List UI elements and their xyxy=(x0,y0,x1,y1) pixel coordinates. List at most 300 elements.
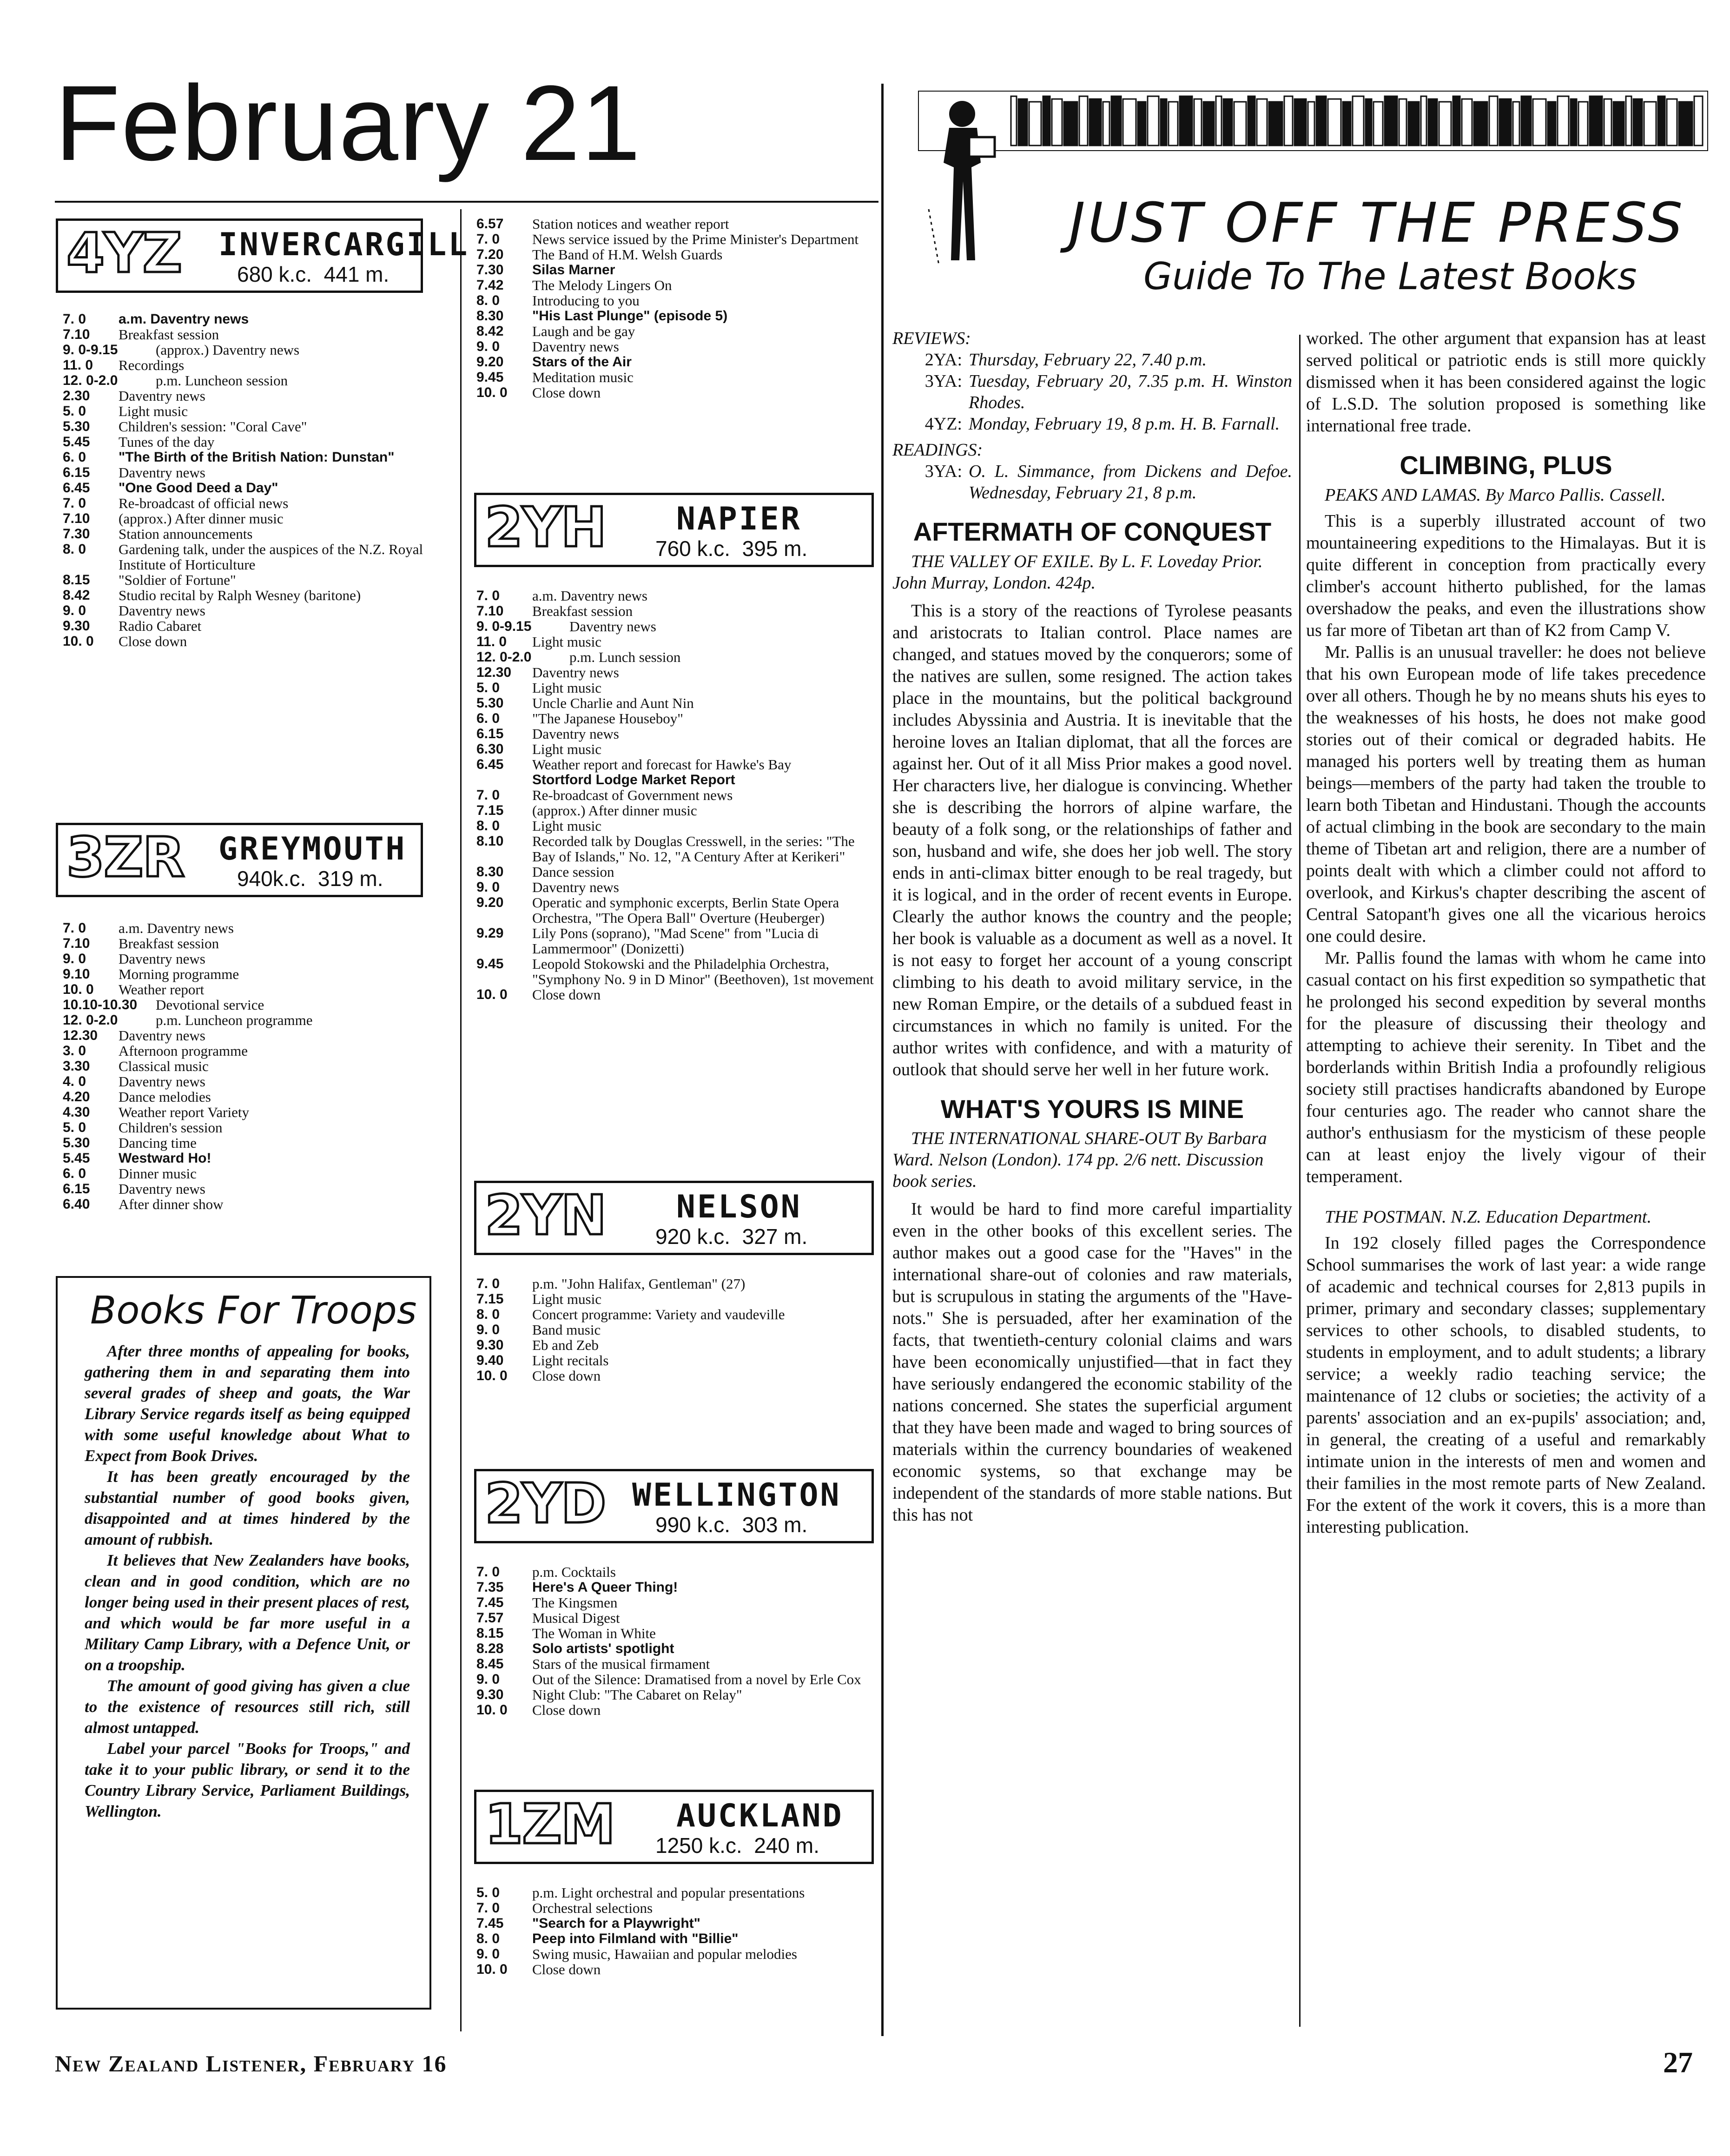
programme-time: 7. 0 xyxy=(63,920,86,936)
programme-time: 6.40 xyxy=(63,1197,90,1212)
programme-title: Children's session xyxy=(119,1119,223,1136)
book-spine xyxy=(1613,102,1624,145)
troops-paragraph: It believes that New Zealanders have books, clean and in good condition, which are no longer being used in their present places of rest, and which would be far more useful in a Military Camp Library, with a Defence Unit, or on a troopship. xyxy=(85,1551,410,1674)
programme-time: 7. 0 xyxy=(476,1900,500,1916)
book-spine xyxy=(1366,99,1372,145)
programme-item xyxy=(476,262,876,278)
programme-time: 5.45 xyxy=(63,1151,90,1166)
programme-title: Eb and Zeb xyxy=(532,1337,599,1353)
programme-item xyxy=(476,1595,876,1610)
programme-title: a.m. Daventry news xyxy=(119,311,249,327)
programme-item xyxy=(476,1580,876,1595)
programme-time: 7.57 xyxy=(476,1610,504,1626)
programme-title: Dancing time xyxy=(119,1135,197,1151)
programme-title: Devotional service xyxy=(156,997,264,1013)
programme-item xyxy=(476,1916,876,1931)
book-spine xyxy=(1064,102,1077,145)
footer-publication: New Zealand Listener, February 16 xyxy=(55,2050,447,2077)
title-rule xyxy=(55,201,878,203)
programme-time: 10. 0 xyxy=(63,634,94,649)
programme-title: Morning programme xyxy=(119,966,239,982)
programme-time: 4.20 xyxy=(63,1089,90,1104)
book-spine xyxy=(1269,102,1282,145)
programme-item xyxy=(476,1564,876,1580)
programme-item xyxy=(63,603,456,618)
station-header-2yd xyxy=(474,1469,874,1543)
programme-item xyxy=(476,588,876,603)
programme-time: 3. 0 xyxy=(63,1043,86,1058)
programme-title: Close down xyxy=(532,1368,601,1384)
station-call-sign: 4YZ xyxy=(66,221,182,285)
programme-title: Close down xyxy=(532,384,601,401)
book-title: PEAKS AND LAMAS. By Marco Pallis. Cassell. xyxy=(1325,485,1666,505)
book-spine xyxy=(1604,99,1611,145)
book-spine xyxy=(1428,99,1437,145)
programme-item xyxy=(476,757,876,772)
book-spine xyxy=(1316,96,1326,145)
press-column-divider xyxy=(1299,335,1301,2027)
book-title: THE POSTMAN. N.Z. Education Department. xyxy=(1325,1207,1651,1227)
programme-time: 10. 0 xyxy=(476,987,508,1002)
station-call-sign: 2YN xyxy=(485,1183,606,1247)
station-frequency: 920 k.c. 327 m. xyxy=(655,1224,808,1249)
book-spine xyxy=(1521,96,1531,145)
programme-title: Laugh and be gay xyxy=(532,323,635,339)
troops-paragraph: Label your parcel "Books for Troops," and take it to your public library, or send it to the Country Library Service, Parliament Buildings, Wellington. xyxy=(85,1739,410,1820)
programme-item xyxy=(63,1197,456,1212)
programme-item xyxy=(476,1353,876,1368)
programme-time: 10. 0 xyxy=(476,1702,508,1718)
programme-item xyxy=(63,480,456,496)
programme-item xyxy=(476,324,876,339)
programme-item xyxy=(476,880,876,895)
programme-title: Dance melodies xyxy=(119,1089,211,1105)
book-spine xyxy=(1123,99,1136,145)
programme-title: Out of the Silence: Dramatised from a novel by Erle Cox xyxy=(532,1671,861,1687)
book-spine xyxy=(1578,102,1588,145)
book-title: THE INTERNATIONAL SHARE-OUT By Barbara Ward. Nelson (London). 174 pp. 2/6 nett. Discussion book series. xyxy=(892,1129,1267,1191)
book-spine xyxy=(1079,96,1088,145)
article-paragraph: This is a superbly illustrated account of two mountaineering expeditions to the Himalayas. But it is quite different in conception from practically every climber's account hitherto published, for the lamas overshadow the peaks, and even the illustrations show us far more of Tibetan art than of K2 from Camp V. xyxy=(1306,511,1706,640)
programme-item xyxy=(476,216,876,231)
programme-item xyxy=(63,634,456,649)
troops-title: Books For Troops xyxy=(90,1289,417,1333)
programme-time: 6. 0 xyxy=(63,1166,86,1181)
programme-time: 8.42 xyxy=(63,588,90,603)
programme-time: 5.30 xyxy=(63,419,90,434)
programme-title: Daventry news xyxy=(532,726,619,742)
programme-title: Uncle Charlie and Aunt Nin xyxy=(532,695,694,711)
book-spine xyxy=(1590,96,1602,145)
station-frequency: 940k.c. 319 m. xyxy=(237,866,383,891)
programme-title: Studio recital by Ralph Wesney (baritone) xyxy=(119,587,361,603)
programme-item xyxy=(476,726,876,741)
programme-title: Stars of the musical firmament xyxy=(532,1656,710,1672)
programme-title: The Melody Lingers On xyxy=(532,277,672,293)
programme-title: p.m. Luncheon programme xyxy=(156,1012,313,1028)
programme-item xyxy=(63,1166,456,1181)
programme-item xyxy=(63,1104,456,1120)
book-spine xyxy=(1474,102,1487,145)
programme-item xyxy=(63,951,456,966)
book-spine xyxy=(1180,96,1192,145)
programme-item xyxy=(476,1687,876,1702)
programme-title: "Search for a Playwright" xyxy=(532,1916,700,1931)
programme-item xyxy=(476,1610,876,1626)
book-spine xyxy=(1257,99,1267,145)
programme-time: 6. 0 xyxy=(63,450,86,465)
programme-time: 7.35 xyxy=(476,1580,504,1595)
programme-time: 9.10 xyxy=(63,966,90,982)
programme-time: 9.20 xyxy=(476,354,504,370)
programme-title: Solo artists' spotlight xyxy=(532,1641,674,1656)
programme-time: 6.15 xyxy=(63,1181,90,1197)
programme-title: Light music xyxy=(532,818,601,834)
book-spine xyxy=(1343,102,1351,145)
programme-item xyxy=(476,787,876,803)
programme-time: 7. 0 xyxy=(63,496,86,511)
programme-title: Daventry news xyxy=(119,602,205,619)
programme-time: 7.45 xyxy=(476,1916,504,1931)
article-heading: WHAT'S YOURS IS MINE xyxy=(940,1094,1244,1124)
programme-title: Radio Cabaret xyxy=(119,618,202,634)
programme-time: 9.20 xyxy=(476,895,504,910)
programme-time: 9.30 xyxy=(63,618,90,634)
programme-item xyxy=(476,649,876,665)
programme-item xyxy=(63,511,456,526)
book-spine xyxy=(1138,102,1146,145)
book-spine xyxy=(1658,96,1665,145)
book-spines xyxy=(1011,96,1703,145)
programme-item xyxy=(476,864,876,880)
programme-time: 5.30 xyxy=(63,1135,90,1151)
book-spine xyxy=(1018,99,1027,145)
programme-title: Orchestral selections xyxy=(532,1900,653,1916)
book-spine xyxy=(1571,99,1577,145)
programme-time: 7.30 xyxy=(476,262,504,278)
reviews-label: REVIEWS: xyxy=(892,329,971,348)
programme-time: 7. 0 xyxy=(476,588,500,603)
programme-time: 7. 0 xyxy=(476,1564,500,1580)
programme-item xyxy=(63,542,456,572)
programme-title: Re-broadcast of official news xyxy=(119,495,289,511)
programme-time: 3.30 xyxy=(63,1058,90,1074)
programme-item xyxy=(476,603,876,619)
programme-title: "His Last Plunge" (episode 5) xyxy=(532,308,728,324)
programme-time: 5. 0 xyxy=(63,403,86,419)
programme-list-2yd xyxy=(476,1564,876,1718)
programme-item xyxy=(476,339,876,354)
programme-time: 8.15 xyxy=(63,572,90,588)
programme-item xyxy=(476,1885,876,1900)
station-frequency: 760 k.c. 395 m. xyxy=(655,536,808,561)
programme-title: Daventry news xyxy=(532,338,619,355)
station-header-2yn xyxy=(474,1181,874,1255)
programme-item xyxy=(476,1307,876,1322)
programme-time: 5. 0 xyxy=(476,680,500,695)
programme-list-1zm xyxy=(476,1885,876,1977)
programme-item xyxy=(476,1322,876,1337)
programme-time: 9. 0-9.15 xyxy=(63,342,118,357)
programme-title: Light music xyxy=(532,741,601,757)
article-paragraph: Mr. Pallis found the lamas with whom he came into casual contact on his first expedition so sympathetic that he prolonged his second expedition by several months for the pleasure of discussing their theology and attempting to achieve their serenity. In Tibet and the borderlands within British India a profoundly religious society still practises handicrafts abandoned by Europe four centuries ago. The reader who cannot share the author's enthusiasm for the mysticism of these people can at least enjoy the lively vigour of their temperament. xyxy=(1306,948,1706,1186)
programme-item xyxy=(476,1641,876,1656)
programme-time: 9.30 xyxy=(476,1687,504,1702)
programme-item xyxy=(476,818,876,833)
programme-item xyxy=(476,987,876,1002)
programme-time: 9. 0 xyxy=(476,1946,500,1962)
programme-time: 7. 0 xyxy=(476,1276,500,1291)
book-spine xyxy=(1328,99,1341,145)
programme-time: 7.10 xyxy=(63,936,90,951)
programme-item xyxy=(63,434,456,450)
programme-title: Re-broadcast of Government news xyxy=(532,787,733,803)
book-spine xyxy=(1679,102,1692,145)
book-spine xyxy=(1644,102,1656,145)
programme-time: 8. 0 xyxy=(476,1307,500,1322)
programme-item xyxy=(476,354,876,370)
programme-list-3zr xyxy=(63,920,456,1212)
station-header-1zm xyxy=(474,1790,874,1864)
programme-item xyxy=(476,247,876,262)
programme-title: Peep into Filmland with "Billie" xyxy=(532,1931,739,1946)
section-divider xyxy=(881,84,884,2036)
programme-item xyxy=(476,634,876,649)
book-spine xyxy=(1029,102,1041,145)
programme-item xyxy=(476,231,876,247)
programme-time: 9. 0-9.15 xyxy=(476,619,532,634)
book-spine xyxy=(1408,102,1419,145)
book-spine xyxy=(1148,96,1159,145)
programme-title: p.m. Lunch session xyxy=(569,649,681,665)
book-spine xyxy=(1161,99,1167,145)
programme-title: "The Japanese Houseboy" xyxy=(532,710,683,727)
programme-title: (approx.) After dinner music xyxy=(532,802,697,819)
programme-item xyxy=(476,772,876,787)
programme-time: 7.20 xyxy=(476,247,504,262)
programme-item xyxy=(476,926,876,956)
programme-time: 7. 0 xyxy=(476,787,500,803)
programme-title: (approx.) After dinner music xyxy=(119,510,284,527)
programme-title: Station announcements xyxy=(119,526,253,542)
programme-item xyxy=(63,618,456,634)
programme-item xyxy=(476,665,876,680)
programme-item xyxy=(63,588,456,603)
programme-time: 6.57 xyxy=(476,216,504,231)
programme-time: 7.15 xyxy=(476,1291,504,1307)
programme-time: 7.10 xyxy=(63,511,90,526)
programme-title: News service issued by the Prime Minister's Department xyxy=(532,231,859,247)
programme-item xyxy=(476,1626,876,1641)
programme-time: 7.30 xyxy=(63,526,90,542)
station-call-sign: 2YD xyxy=(485,1471,606,1535)
programme-title: Light recitals xyxy=(532,1352,609,1369)
book-spine xyxy=(1052,99,1062,145)
programme-time xyxy=(476,772,532,787)
troops-paragraph: It has been greatly encouraged by the substantial number of good books given, disappointed and at times hindered by the amount of rubbish. xyxy=(85,1468,410,1548)
column-divider xyxy=(460,209,462,2031)
programme-title: Recordings xyxy=(119,357,185,373)
programme-time: 9.40 xyxy=(476,1353,504,1368)
programme-time: 9. 0 xyxy=(476,339,500,354)
programme-title: Silas Marner xyxy=(532,262,615,278)
programme-time: 7. 0 xyxy=(476,231,500,247)
book-spine xyxy=(1234,102,1246,145)
programme-time: 8.28 xyxy=(476,1641,504,1656)
programme-title: (approx.) Daventry news xyxy=(156,342,300,358)
programme-item xyxy=(476,741,876,757)
book-spine xyxy=(1667,99,1677,145)
troops-body xyxy=(85,1341,410,1822)
programme-title: Close down xyxy=(532,986,601,1003)
programme-item xyxy=(476,1931,876,1946)
station-call-sign: 2YH xyxy=(485,495,606,559)
programme-title: Daventry news xyxy=(532,879,619,895)
programme-title: Tunes of the day xyxy=(119,434,215,450)
programme-item xyxy=(63,496,456,511)
programme-title: p.m. "John Halifax, Gentleman" (27) xyxy=(532,1276,746,1292)
programme-item xyxy=(476,1702,876,1718)
programme-title: Daventry news xyxy=(119,951,205,967)
programme-time: 9.45 xyxy=(476,370,504,385)
programme-item xyxy=(63,1151,456,1166)
programme-time: 12.30 xyxy=(476,665,512,680)
programme-title: Leopold Stokowski and the Philadelphia Orchestra, "Symphony No. 9 in D Minor" (Beethoven), 1st movement xyxy=(532,956,874,987)
programme-item xyxy=(63,1028,456,1043)
programme-item xyxy=(63,311,456,327)
book-spine xyxy=(1385,96,1397,145)
book-spine xyxy=(1558,96,1569,145)
programme-title: Daventry news xyxy=(119,1027,205,1044)
programme-item xyxy=(63,1120,456,1135)
programme-time: 12. 0-2.0 xyxy=(63,1012,118,1028)
programme-item xyxy=(63,966,456,982)
programme-time: 7.10 xyxy=(476,603,504,619)
programme-time: 12. 0-2.0 xyxy=(476,649,532,665)
programme-time: 8. 0 xyxy=(476,1931,500,1946)
programme-title: Stars of the Air xyxy=(532,354,632,370)
programme-item xyxy=(476,803,876,818)
programme-title: Musical Digest xyxy=(532,1610,620,1626)
book-spine xyxy=(1489,96,1498,145)
programme-item xyxy=(63,1181,456,1197)
programme-item xyxy=(63,1135,456,1151)
programme-time: 4. 0 xyxy=(63,1074,86,1089)
programme-time: 7.15 xyxy=(476,803,504,818)
programme-title: The Band of H.M. Welsh Guards xyxy=(532,246,723,263)
station-city: GREYMOUTH xyxy=(218,831,407,867)
programme-title: Breakfast session xyxy=(532,603,633,619)
programme-item xyxy=(476,1946,876,1962)
programme-time: 9. 0 xyxy=(476,880,500,895)
programme-time: 6. 0 xyxy=(476,711,500,726)
programme-time: 8.30 xyxy=(476,864,504,880)
station-city: NAPIER xyxy=(676,501,802,537)
programme-title: p.m. Cocktails xyxy=(532,1564,616,1580)
programme-time: 7.45 xyxy=(476,1595,504,1610)
programme-title: Weather report and forecast for Hawke's Bay xyxy=(532,756,792,773)
press-subtitle: Guide To The Latest Books xyxy=(1143,255,1637,298)
programme-item xyxy=(476,619,876,634)
book-spine xyxy=(1373,102,1383,145)
programme-title: Daventry news xyxy=(532,664,619,681)
programme-time: 6.15 xyxy=(476,726,504,741)
programme-time: 10. 0 xyxy=(476,1962,508,1977)
book-spine xyxy=(1248,96,1255,145)
programme-item xyxy=(476,695,876,711)
programme-time: 12.30 xyxy=(63,1028,98,1043)
book-spine xyxy=(1216,96,1222,145)
article-heading: AFTERMATH OF CONQUEST xyxy=(913,517,1272,546)
article-continuation: worked. The other argument that expansion has at least served political or patriotic ends is still more quickly dismissed when it has been considered against the logic of L.S.D. The solution proposed is something like international free trade. xyxy=(1306,329,1706,436)
programme-title: "The Birth of the British Nation: Dunstan" xyxy=(119,450,395,465)
book-spine xyxy=(1203,102,1214,145)
programme-time: 6.45 xyxy=(63,480,90,496)
book-spine xyxy=(1194,99,1202,145)
programme-title: "Soldier of Fortune" xyxy=(119,572,236,588)
station-city: AUCKLAND xyxy=(676,1798,844,1834)
programme-time: 9.45 xyxy=(476,956,504,972)
page-number: 27 xyxy=(1663,2046,1693,2079)
article-paragraph: In 192 closely filled pages the Correspondence School summarises the work of last year: a wide range of academic and technical courses for 2,813 pupils in primer, primary and secondary classes; supplementary services to other schools, to disabled students, to students in employment, and to adult students; a library service; a weekly radio teaching service; the maintenance of 12 clubs or societies; the activity of a parents' association and an ex-pupils' association; and, in general, the creating of a useful and remarkably intimate union in the interests of men and women and their families in the most remote parts of New Zealand. For the extent of the work it covers, this is a more than interesting publication. xyxy=(1306,1233,1706,1537)
programme-item xyxy=(63,526,456,542)
programme-item xyxy=(476,385,876,400)
programme-title: Children's session: "Coral Cave" xyxy=(119,418,307,435)
programme-time: 8.30 xyxy=(476,308,504,324)
programme-item xyxy=(63,997,456,1012)
programme-list-2yh xyxy=(476,588,876,1002)
programme-time: 10. 0 xyxy=(476,385,508,400)
programme-title: Daventry news xyxy=(119,1073,205,1090)
programme-time: 11. 0 xyxy=(476,634,507,649)
station-city: INVERCARGILL xyxy=(218,226,469,263)
book-spine xyxy=(1103,102,1109,145)
programme-title: Operatic and symphonic excerpts, Berlin State Opera Orchestra, "The Opera Ball" Overture (Heuberger) xyxy=(532,894,839,926)
programme-title: Daventry news xyxy=(569,618,656,635)
programme-item xyxy=(476,680,876,695)
programme-time: 9.30 xyxy=(476,1337,504,1353)
programme-title: Recorded talk by Douglas Cresswell, in the series: "The Bay of Islands," No. 12, "A Century After at Kerikeri" xyxy=(532,833,855,865)
programme-title: Night Club: "The Cabaret on Relay" xyxy=(532,1686,742,1703)
programme-item xyxy=(63,465,456,480)
programme-title: Here's A Queer Thing! xyxy=(532,1580,678,1595)
programme-title: Lily Pons (soprano), "Mad Scene" from "Lucia di Lammermoor" (Donizetti) xyxy=(532,925,819,957)
programme-item xyxy=(476,1900,876,1916)
programme-item xyxy=(476,293,876,308)
programme-title: The Woman in White xyxy=(532,1625,656,1641)
book-spine xyxy=(1308,102,1314,145)
programme-list-continued xyxy=(476,216,876,400)
programme-title: Station notices and weather report xyxy=(532,216,729,232)
programme-title: Light music xyxy=(532,1291,601,1307)
programme-title: Classical music xyxy=(119,1058,209,1074)
programme-title: Stortford Lodge Market Report xyxy=(532,772,735,787)
programme-title: Daventry news xyxy=(119,388,205,404)
programme-time: 4.30 xyxy=(63,1104,90,1120)
programme-title: p.m. Luncheon session xyxy=(156,372,288,389)
programme-item xyxy=(63,373,456,388)
programme-time: 10.10-10.30 xyxy=(63,997,138,1012)
troops-paragraph: After three months of appealing for books, gathering them in and separating them into several grades of sheep and goats, the War Library Service regards itself as being equipped with some useful knowledge about What to Expect from Book Drives. xyxy=(85,1342,410,1465)
programme-time: 8.45 xyxy=(476,1656,504,1672)
programme-time: 9. 0 xyxy=(476,1672,500,1687)
programme-title: Concert programme: Variety and vaudeville xyxy=(532,1306,785,1323)
book-spine xyxy=(1533,99,1546,145)
programme-time: 8.15 xyxy=(476,1626,504,1641)
book-spine xyxy=(1462,99,1472,145)
station-city: NELSON xyxy=(676,1189,802,1225)
programme-title: a.m. Daventry news xyxy=(119,920,234,936)
